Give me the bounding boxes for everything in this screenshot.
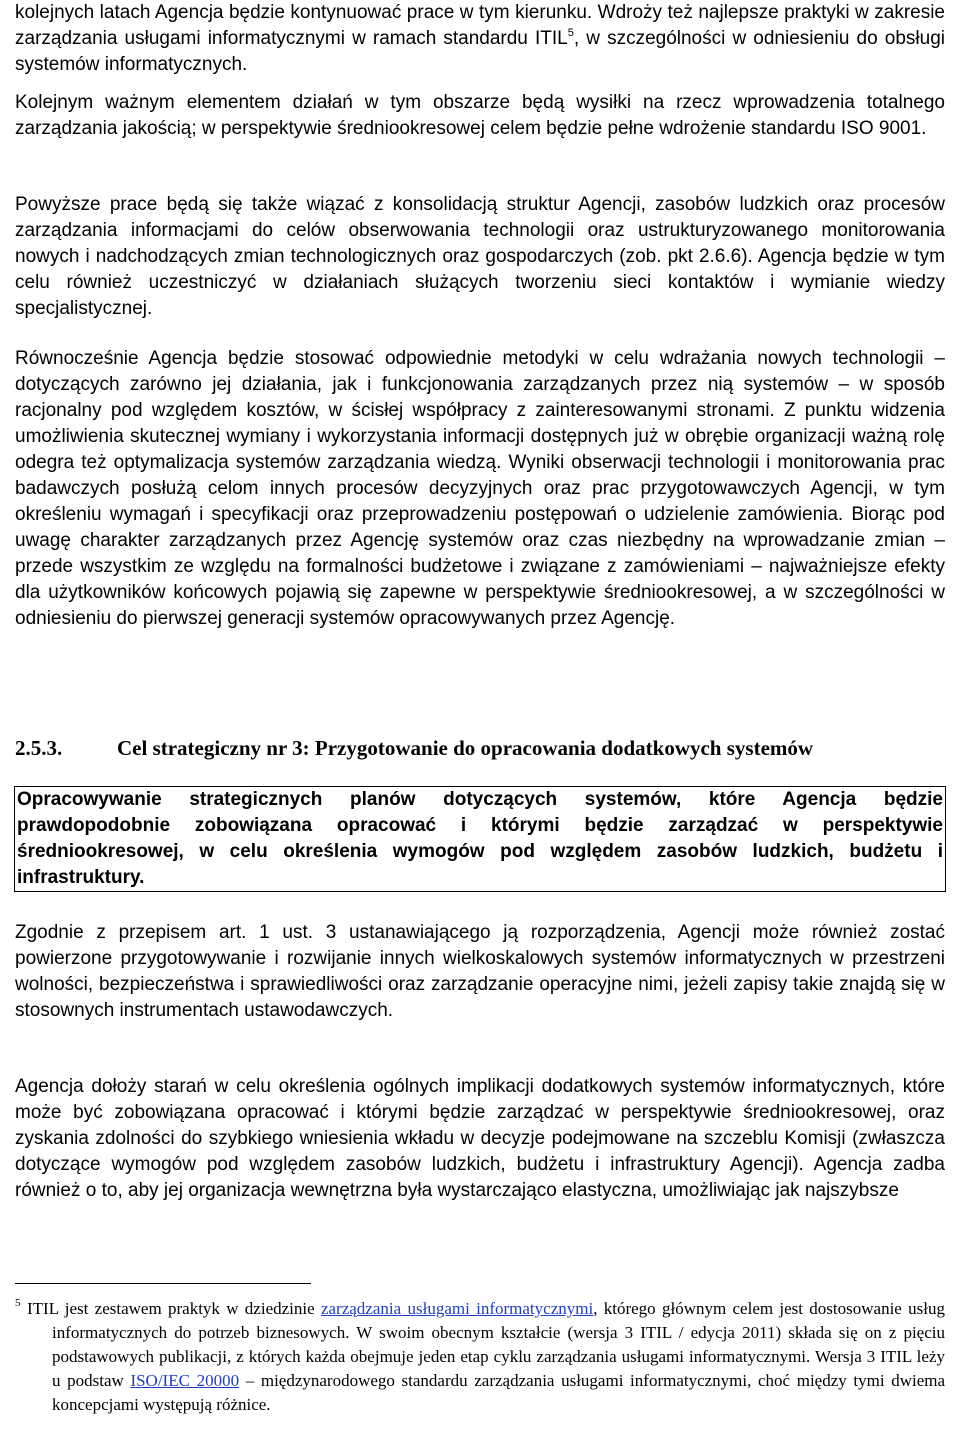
paragraph-iso: Kolejnym ważnym elementem działań w tym obszarze będą wysiłki na rzecz wprowadzenia totalnego zarządzania jakością; w perspektywie średniookresowej celem będzie pełne wdrożenie standardu ISO 9001. — [15, 92, 945, 139]
footnote — [15, 1297, 945, 1417]
paragraph-consolidation: Powyższe prace będą się także wiązać z konsolidacją struktur Agencji, zasobów ludzkich oraz procesów zarządzania informacjami do celów obserwowania technologii oraz ustrukturyzowanego monitorowania nowych i nadchodzących zmian technologicznych oraz gospodarczych (zob. pkt 2.6.6). Agencja będzie w tym celu również uczestniczyć w działaniach służących tworzeniu sieci kontaktów i wymianie wiedzy specjalistycznej. — [15, 194, 945, 319]
footnote-text-3: – międzynarodowego standardu zarządzania usługami informatycznymi, choć między tymi dwiema koncepcjami występują różnice. — [52, 1371, 946, 1414]
footnote-text-1: ITIL jest zestawem praktyk w dziedzinie — [27, 1299, 321, 1318]
section-heading — [15, 734, 945, 762]
paragraph-regulation: Zgodnie z przepisem art. 1 ust. 3 ustanawiającego ją rozporządzenia, Agencji może również zostać powierzone przygotowywanie i rozwijanie innych wielkoskalowych systemów informatycznych w przestrzeni wolności, bezpieczeństwa i sprawiedliwości oraz zarządzanie operacyjne nimi, jeżeli zapisy takie znajdą się w stosownych instrumentach ustawodawczych. — [15, 922, 945, 1021]
paragraph-technologies: Równocześnie Agencja będzie stosować odpowiednie metodyki w celu wdrażania nowych technologii – dotyczących zarówno jej działania, jak i funkcjonowania zarządzanych przez nią systemów – w sposób racjonalny pod względem kosztów, w ścisłej współpracy z zainteresowanymi stronami. Z punktu widzenia umożliwienia skutecznej wymiany i wykorzystania informacji dostępnych już w obrębie organizacji ważną rolę odegra też optymalizacja systemów zarządzania wiedzą. Wyniki obserwacji technologii i monitorowania prac badawczych posłużą celom innych procesów decyzyjnych oraz prac przygotowawczych Agencji, w tym określeniu wymagań i specyfikacji oraz przeprowadzeniu postępowań o udzielenie zamówienia. Biorąc pod uwagę charakter zarządzanych przez Agencję systemów oraz czas niezbędny na wprowadzanie zmian – przede wszystkim ze względu na formalności budżetowe i związane z zamówieniami – najważniejsze efekty dla użytkowników końcowych pojawią się zapewne w perspektywie średniookresowej, a w szczególności w odniesieniu do pierwszej generacji systemów opracowywanych przez Agencję. — [15, 348, 945, 629]
footnote-mark: 5 — [15, 1297, 21, 1309]
paragraph-itil-text: kolejnych latach Agencja będzie kontynuować prace w tym kierunku. Wdroży też najlepsze praktyki w zakresie zarządzania usługami informatycznymi w ramach standardu ITIL — [15, 2, 945, 49]
paragraph-additional-systems: Agencja dołoży starań w celu określenia ogólnych implikacji dodatkowych systemów informatycznych, które może być zobowiązana opracować i którymi będzie zarządzać w perspektywie średniookresowej, oraz zyskania zdolności do szybkiego wniesienia wkładu w decyzje podejmowane na szczeblu Komisji (zwłaszcza dotyczące wymogów pod względem zasobów ludzkich, budżetu i infrastruktury Agencji). Agencja zadba również o to, aby jej organizacja wewnętrzna była wystarczająco elastyczna, umożliwiając jak najszybsze — [15, 1076, 945, 1201]
paragraph-itil — [15, 0, 945, 78]
section-title: Cel strategiczny nr 3: Przygotowanie do opracowania dodatkowych systemów — [117, 736, 814, 760]
iso-iec-20000-link[interactable]: ISO/IEC 20000 — [130, 1371, 240, 1390]
objective-box: Opracowywanie strategicznych planów dotyczących systemów, które Agencja będzie prawdopodobnie zobowiązana opracować i którymi będzie zarządzać w perspektywie średniookresowej, w celu określenia wymogów pod względem zasobów ludzkich, budżetu i infrastruktury. — [14, 786, 946, 892]
itsm-link[interactable]: zarządzania usługami informatycznymi — [320, 1299, 594, 1318]
paragraph-itil-tail: , w szczególności w odniesieniu do obsługi systemów informatycznych. — [15, 28, 945, 75]
footnote-text-2: , którego głównym celem jest dostosowanie usług informatycznych do potrzeb biznesowych. W swoim obecnym kształcie (wersja 3 ITIL / edycja 2011) składa się on z pięciu podstawowych publikacji, z których każda obejmuje jeden etap cyklu zarządzania usługami informatycznymi. Wersja 3 ITIL leży u podstaw — [52, 1299, 945, 1390]
section-number: 2.5.3. — [15, 736, 63, 760]
footnote-separator — [15, 1283, 311, 1284]
footnote-reference[interactable]: 5 — [567, 27, 574, 39]
